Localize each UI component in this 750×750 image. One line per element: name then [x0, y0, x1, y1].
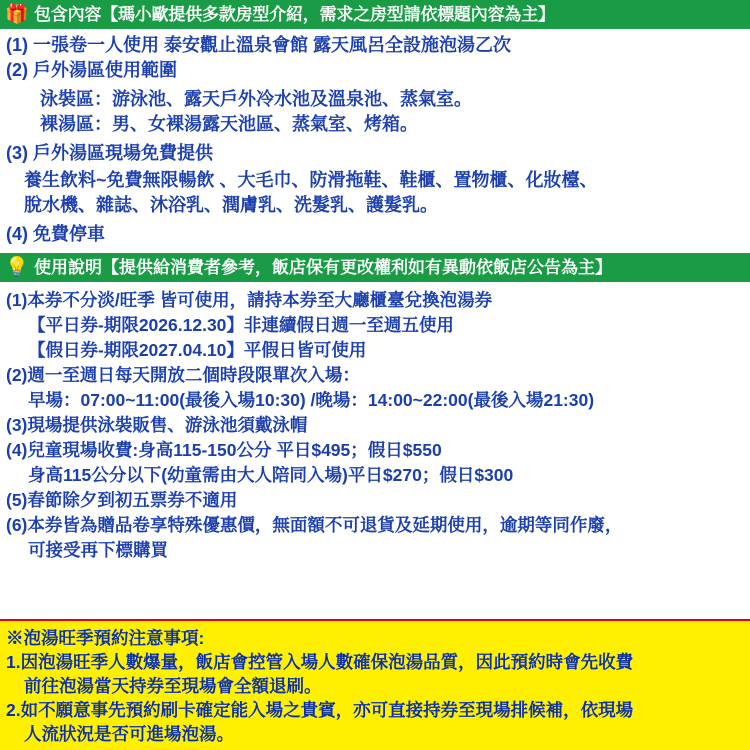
warning-line: 2.如不願意事先預約刷卡確定能入場之貴賓，亦可直接持券至現場排候補，依現場: [6, 700, 634, 720]
usage-line: 【平日券-期限2026.12.30】非連續假日週一至週五使用: [28, 315, 454, 335]
content-line: (3) 戶外湯區現場免費提供: [6, 143, 213, 163]
usage-line: (5)春節除夕到初五票券不適用: [6, 490, 238, 510]
warning-line: 人流狀況是否可進場泡湯。: [24, 724, 234, 744]
content-line: 脫水機、雜誌、沐浴乳、潤膚乳、洗髮乳、護髮乳。: [24, 195, 438, 215]
content-line: 泳裝區：游泳池、露天戶外冷水池及溫泉池、蒸氣室。: [40, 89, 472, 109]
content-line: (4) 免費停車: [6, 224, 105, 244]
content-line: 裸湯區：男、女裸湯露天池區、蒸氣室、烤箱。: [40, 114, 418, 134]
warning-line: ※泡湯旺季預約注意事項:: [6, 628, 205, 648]
usage-line: (3)現場提供泳裝販售、游泳池須戴泳帽: [6, 415, 308, 435]
section-header-usage: [0, 253, 750, 282]
usage-line: (2)週一至週日每天開放二個時段限單次入場：: [6, 365, 360, 385]
bulb-icon: 💡: [5, 257, 29, 278]
section-header-contents-label: 包含內容【瑪小歐提供多款房型介紹，需求之房型請依標題內容為主】: [34, 5, 555, 24]
warning-line: 前往泡湯當天持券至現場會全額退刷。: [24, 676, 322, 696]
content-line: (1) 一張卷一人使用 泰安觀止溫泉會館 露天風呂全設施泡湯乙次: [6, 35, 511, 55]
usage-line: (1)本券不分淡/旺季 皆可使用，請持本券至大廳櫃臺兌換泡湯券: [6, 290, 493, 310]
contents-list: [0, 29, 750, 253]
usage-list: [0, 282, 750, 563]
peak-season-warning-box: [0, 619, 750, 750]
usage-line: (4)兒童現場收費:身高115-150公分 平日$495；假日$550: [6, 440, 442, 460]
usage-line: 身高115公分以下(幼童需由大人陪同入場)平日$270；假日$300: [28, 465, 514, 485]
gift-icon: 🎁: [5, 4, 29, 25]
section-header-usage-label: 使用說明【提供給消費者參考，飯店保有更改權利如有異動依飯店公告為主】: [34, 258, 612, 277]
usage-line: 早場：07:00~11:00(最後入場10:30) /晚場：14:00~22:00(最後入場21:30): [28, 390, 595, 410]
usage-line: 【假日券-期限2027.04.10】平假日皆可使用: [28, 340, 367, 360]
section-header-contents: [0, 0, 750, 29]
usage-line: (6)本券皆為贈品卷享特殊優惠價，無面額不可退貨及延期使用，逾期等同作廢，: [6, 515, 623, 535]
usage-line: 可接受再下標購買: [28, 540, 168, 560]
content-line: 養生飲料~免費無限暢飲 、大毛巾、防滑拖鞋、鞋櫃、置物櫃、化妝檯、: [24, 170, 598, 190]
content-line: (2) 戶外湯區使用範圍: [6, 60, 177, 80]
warning-line: 1.因泡湯旺季人數爆量，飯店會控管入場人數確保泡湯品質，因此預約時會先收費: [6, 652, 634, 672]
